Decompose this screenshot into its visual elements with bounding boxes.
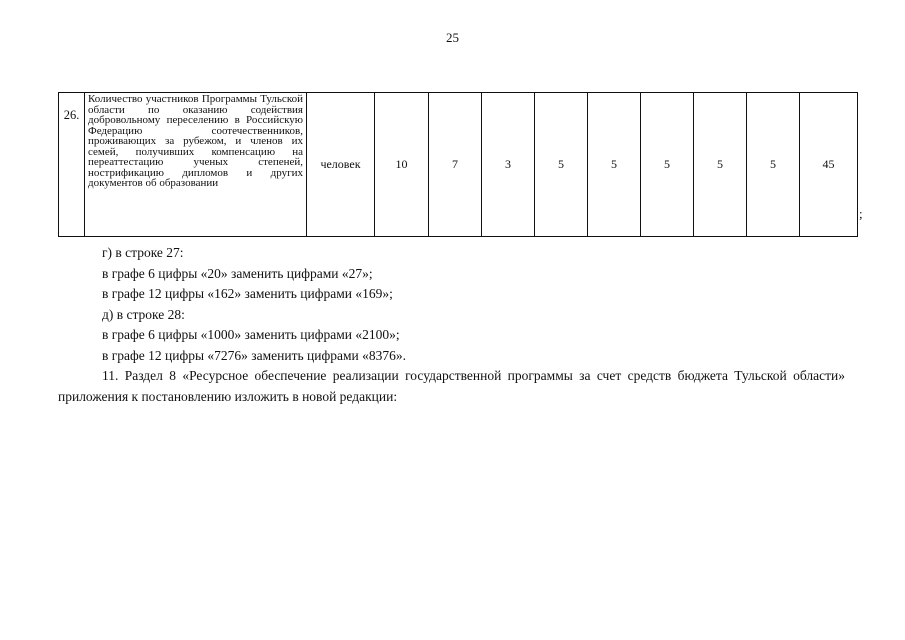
paragraph: г) в строке 27: [102, 245, 184, 260]
value-cell: 5 [535, 93, 588, 237]
value-cell: 5 [694, 93, 747, 237]
indicator-description-cell: Количество участников Программы Тульской области по оказанию содействия добровольному переселению в Российскую Федерацию соотечественников, проживающих за рубежом, и членов их семей, получивших компенсацию на переаттестацию ученых степеней, нострификацию дипломов и других документов об образовании [85, 93, 307, 237]
total-value-cell: 45 [800, 93, 858, 237]
value-cell: 10 [375, 93, 429, 237]
trailing-semicolon: ; [859, 206, 863, 221]
page-number: 25 [446, 30, 459, 45]
value-cell: 5 [747, 93, 800, 237]
indicator-table-wrapper [58, 92, 858, 237]
row-number-cell: 26. [59, 93, 85, 237]
paragraph: д) в строке 28: [102, 306, 185, 322]
value-cell: 7 [429, 93, 482, 237]
value-cell: 3 [482, 93, 535, 237]
table-row [59, 93, 858, 237]
paragraph: в графе 6 цифры «20» заменить цифрами «27»; [102, 265, 373, 281]
body-text [58, 243, 845, 407]
paragraph: в графе 6 цифры «1000» заменить цифрами «2100»; [102, 327, 400, 342]
paragraph: в графе 12 цифры «7276» заменить цифрами «8376». [102, 347, 406, 363]
unit-cell: человек [307, 93, 375, 237]
paragraph: в графе 12 цифры «162» заменить цифрами «169»; [102, 286, 393, 301]
paragraph: 11. Раздел 8 «Ресурсное обеспечение реализации государственной программы за счет средств бюджета Тульской области» приложения к постановлению изложить в новой редакции: [58, 368, 845, 404]
value-cell: 5 [588, 93, 641, 237]
indicator-table [58, 92, 858, 237]
value-cell: 5 [641, 93, 694, 237]
